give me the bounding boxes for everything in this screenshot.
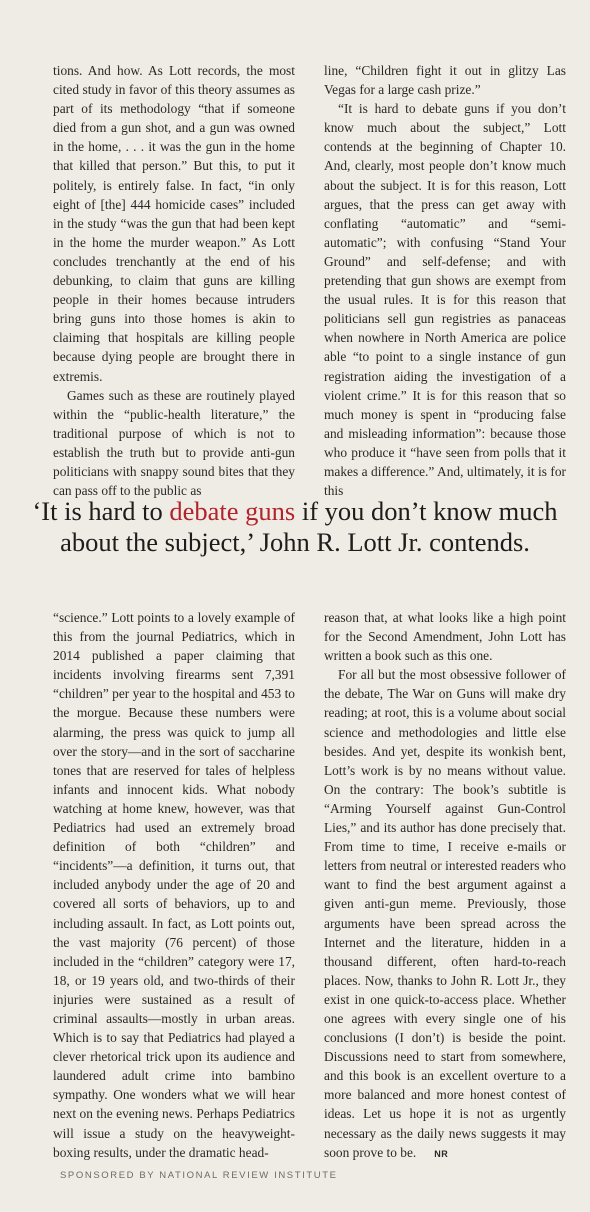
paragraph: reason that, at what looks like a high point for the Second Amendment, John Lott has written a book such as this one.: [324, 610, 566, 664]
paragraph-text: For all but the most obsessive follower of the debate, The War on Guns will make dry reading; at root, this is a volume about social science and methodologies and little else besides. And yet, despite its wonkish bent, Lott’s work is by no means without value. On the contrary: The book’s subtitle is “Arming Yourself against Gun-Control Lies,” and its author has done precisely that. From time to time, I receive e-mails or letters from neutral or interested readers who want to find the best argument against a given anti-gun meme. Previously, those arguments have been spread across the Internet and the literature, hidden in a thousand different, often hard-to-reach places. Now, thanks to John R. Lott Jr., they exist in one quick-to-access place. Whether one agrees with every single one of his conclusions (I don’t) is beside the point. Discussions need to start from somewhere, and this book is an excellent overture to a more balanced and more honest contest of ideas. Let us hope it is not as urgently necessary as the daily news suggests it may soon prove to be.: [324, 667, 566, 1160]
sponsor-footer: SPONSORED BY NATIONAL REVIEW INSTITUTE: [60, 1170, 338, 1181]
pull-quote-text: ‘It is hard to: [32, 496, 170, 526]
paragraph-last: [324, 665, 566, 1163]
column-top-left: [53, 61, 295, 500]
paragraph: “science.” Lott points to a lovely example of this from the journal Pediatrics, which in 2014 published a paper claiming that incidents involving firearms sent 7,391 “children” per year to the hospital and 453 to the morgue. Because these numbers were alarming, the press was quick to jump all over the story—and in the sort of saccharine tones that are reserved for tales of helpless infants and innocent kids. What nobody watching at home knew, however, was that Pediatrics had used an extremely broad definition of both “children” and “incidents”—a definition, it turns out, that included anybody under the age of 20 and covered all sorts of behaviors, up to and including assault. In fact, as Lott points out, the vast majority (76 percent) of those included in the “children” category were 17, 18, or 19 years old, and two-thirds of their injuries were sustained as a result of criminal assaults—mostly in urban areas. Which is to say that Pediatrics had played a clever rhetorical trick upon its audience and laundered adult crime into bambino sympathy. One wonders what we will hear next on the evening news. Perhaps Pediatrics will issue a study on the heavyweight-boxing results, under the dramatic head-: [53, 610, 295, 1160]
end-mark: NR: [434, 1148, 449, 1159]
column-top-right: [324, 61, 566, 500]
paragraph: line, “Children fight it out in glitzy Las Vegas for a large cash prize.”: [324, 63, 566, 98]
pull-quote: [30, 496, 560, 558]
column-bottom-left: [53, 608, 295, 1162]
pull-quote-text: if you don’t know much about the subject,’ John R. Lott Jr. contends.: [60, 496, 558, 557]
paragraph: “It is hard to debate guns if you don’t know much about the subject,” Lott contends at the beginning of Chapter 10. And, clearly, most people don’t know much about the subject. It is for this reason, Lott argues, that the press can get away with conflating “automatic” and “semi-automatic”; with confusing “Stand Your Ground” and self-defense; and with pretending that gun shows are exempt from the usual rules. It is for this reason that politicians sell gun registries as panaceas when nowhere in North America are police able “to point to a single instance of gun registration aiding the investigation of a violent crime.” It is for this reason that so much money is spent in “producing false and misleading information”: because those who produce it “have seen from polls that it makes a difference.” And, ultimately, it is for this: [324, 101, 566, 499]
column-bottom-right: [324, 608, 566, 1164]
paragraph: Games such as these are routinely played within the “public-health literature,” the traditional purpose of which is not to establish the truth but to provide anti-gun politicians with snappy sound bites that they can pass off to the public as: [53, 387, 295, 499]
pull-quote-highlight: debate guns: [169, 496, 296, 526]
paragraph: tions. And how. As Lott records, the most cited study in favor of this theory assumes as part of its methodology “that if someone died from a gun shot, and a gun was owned in the home, . . . it was the gun in the home that killed that person.” But this, to put it politely, is entirely false. In fact, “in only eight of [the] 444 homicide cases” included in the study “was the gun that had been kept in the home the murder weapon.” As Lott concludes trenchantly at the end of his debunking, to claim that guns are killing people in their homes because intruders bring guns into those homes is akin to claiming that hospitals are killing people because dying people are brought there in extremis.: [53, 63, 295, 384]
